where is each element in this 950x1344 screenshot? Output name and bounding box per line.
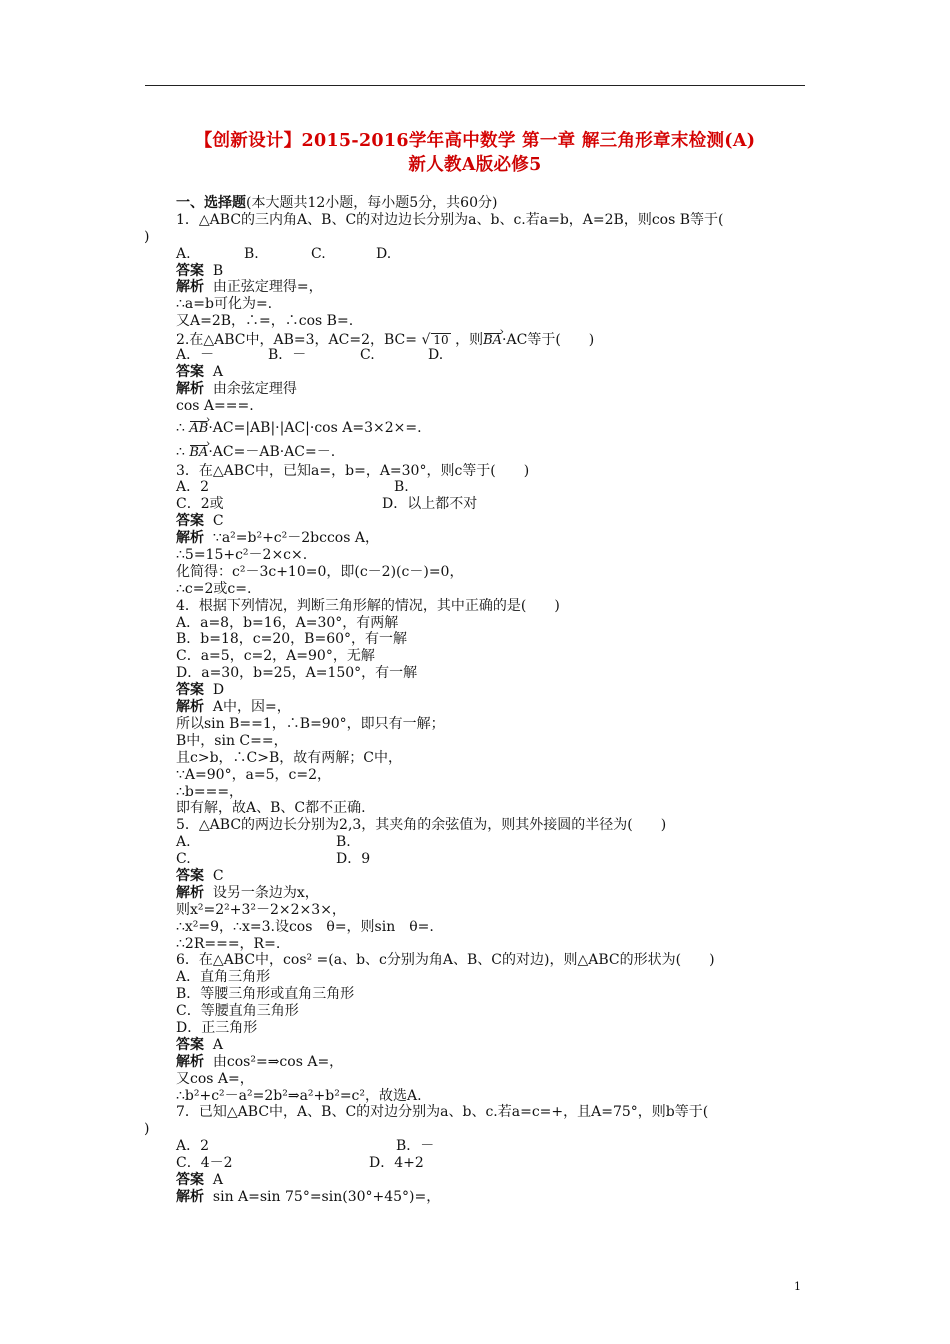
analysis-line: 又A=2B，∴=，∴cos B=.	[176, 313, 354, 330]
question-7-options-cd: C．4－2 D．4+2	[176, 1155, 424, 1172]
analysis-line: ∴ BA ›·AC=－AB·AC=－.	[176, 439, 816, 463]
question-7-answer: 答案 A	[176, 1171, 224, 1188]
question-7-stem-end: )	[144, 1121, 150, 1138]
option-a: A．a=8，b=16，A=30°，有两解	[176, 614, 399, 631]
option-b: B．等腰三角形或直角三角形	[176, 986, 355, 1003]
option-b: B．b=18，c=20，B=60°，有一解	[176, 631, 408, 648]
question-1-stem-end: )	[144, 228, 150, 245]
option-d: D．正三角形	[176, 1019, 258, 1036]
analysis-line: 则x²=2²+3²－2×2×3×，	[176, 901, 346, 918]
question-5-options-cd: C. D．9	[176, 851, 371, 868]
vector-ab: AB ›	[189, 418, 208, 438]
question-6-answer: 答案 A	[176, 1036, 224, 1053]
analysis-line: B中，sin C==，	[176, 732, 288, 749]
analysis-line: ∴b²+c²－a²=2b²⇒a²+b²=c²，故选A.	[176, 1087, 422, 1104]
option-a: A．直角三角形	[176, 969, 271, 986]
analysis-line: ∴b===，	[176, 783, 244, 800]
question-3-analysis: 解析 ∵a²=b²+c²－2bccos A，	[176, 530, 379, 547]
question-5-options-ab: A. B.	[176, 834, 351, 851]
page-number: 1	[794, 1280, 801, 1293]
question-1-analysis: 解析 由正弦定理得=，	[176, 279, 323, 296]
vector-ba: BA ›	[189, 442, 208, 462]
option-c: C．等腰直角三角形	[176, 1003, 299, 1020]
question-5-analysis: 解析 设另一条边为x，	[176, 884, 319, 901]
question-5-stem: 5．△ABC的两边长分别为2,3，其夹角的余弦值为，则其外接圆的半径为( )	[176, 817, 667, 834]
sqrt-symbol: √	[421, 332, 431, 349]
question-4-analysis: 解析 A中，因=，	[176, 699, 291, 716]
question-4-stem: 4．根据下列情况，判断三角形解的情况，其中正确的是( )	[176, 597, 560, 614]
section-heading: 一、选择题(本大题共12小题，每小题5分，共60分)	[176, 195, 498, 211]
header-rule	[145, 85, 805, 86]
analysis-line: 化简得：c²－3c+10=0，即(c－2)(c－)=0，	[176, 563, 464, 580]
question-7-options-ab: A．2 B．－	[176, 1138, 435, 1155]
question-3-stem: 3．在△ABC中，已知a=，b=，A=30°，则c等于( )	[176, 462, 530, 479]
analysis-line: 所以sin B==1，∴B=90°，即只有一解；	[176, 715, 445, 732]
question-6-stem: 6．在△ABC中，cos² =(a、b、c分别为角A、B、C的对边)，则△ABC的形状为( )	[176, 952, 715, 969]
question-6-analysis: 解析 由cos²=⇒cos A=，	[176, 1053, 344, 1070]
vector-ba: BA ›	[483, 330, 502, 350]
analysis-line: ∴5=15+c²－2×c×.	[176, 547, 308, 564]
analysis-line: ∴x²=9，∴x=3.设cos θ=，则sin θ=.	[176, 918, 434, 935]
question-1-options: A. B. C. D.	[176, 245, 392, 262]
document-body	[144, 195, 816, 1206]
question-2-options: A．－ B．－ C. D.	[176, 347, 444, 364]
question-4-answer: 答案 D	[176, 682, 225, 699]
option-c: C．a=5，c=2，A=90°，无解	[176, 648, 375, 665]
analysis-line: 且c>b，∴C>B，故有两解；C中，	[176, 749, 402, 766]
question-3-options-ab: A．2 B.	[176, 479, 409, 496]
option-d: D．a=30，b=25，A=150°，有一解	[176, 665, 418, 682]
analysis-line: cos A===.	[176, 397, 254, 414]
question-7-analysis: 解析 sin A=sin 75°=sin(30°+45°)=，	[176, 1188, 441, 1205]
analysis-line: ∴ AB ›·AC=|AB|·|AC|·cos A=3×2×=.	[176, 415, 816, 439]
analysis-line: ∴a=b可化为=.	[176, 296, 273, 313]
question-5-answer: 答案 C	[176, 867, 224, 884]
question-2-analysis: 解析 由余弦定理得	[176, 380, 297, 397]
question-7-stem: 7．已知△ABC中，A、B、C的对边分别为a、b、c.若a=c=+，且A=75°，则b等于(	[176, 1104, 709, 1121]
question-3-answer: 答案 C	[176, 513, 224, 530]
document-subtitle: 新人教A版必修5	[408, 155, 542, 175]
question-1-stem: 1．△ABC的三内角A、B、C的对边边长分别为a、b、c.若a=b，A=2B，则cos B等于(	[176, 211, 724, 228]
question-3-options-cd: C．2或 D．以上都不对	[176, 496, 478, 513]
analysis-line: ∴c=2或c=.	[176, 580, 252, 597]
analysis-line: ∵A=90°，a=5，c=2，	[176, 766, 332, 783]
analysis-line: 又cos A=，	[176, 1070, 254, 1087]
analysis-line: ∴2R===，R=.	[176, 935, 281, 952]
question-2-answer: 答案 A	[176, 363, 224, 380]
document-title: 【创新设计】2015-2016学年高中数学 第一章 解三角形章末检测(A)	[194, 131, 756, 151]
question-1-answer: 答案 B	[176, 262, 224, 279]
question-2-stem: 2.在△ABC中，AB=3，AC=2，BC= √ 10 ，则BA ›·AC等于( )	[176, 330, 816, 347]
analysis-line: 即有解，故A、B、C都不正确.	[176, 800, 366, 817]
